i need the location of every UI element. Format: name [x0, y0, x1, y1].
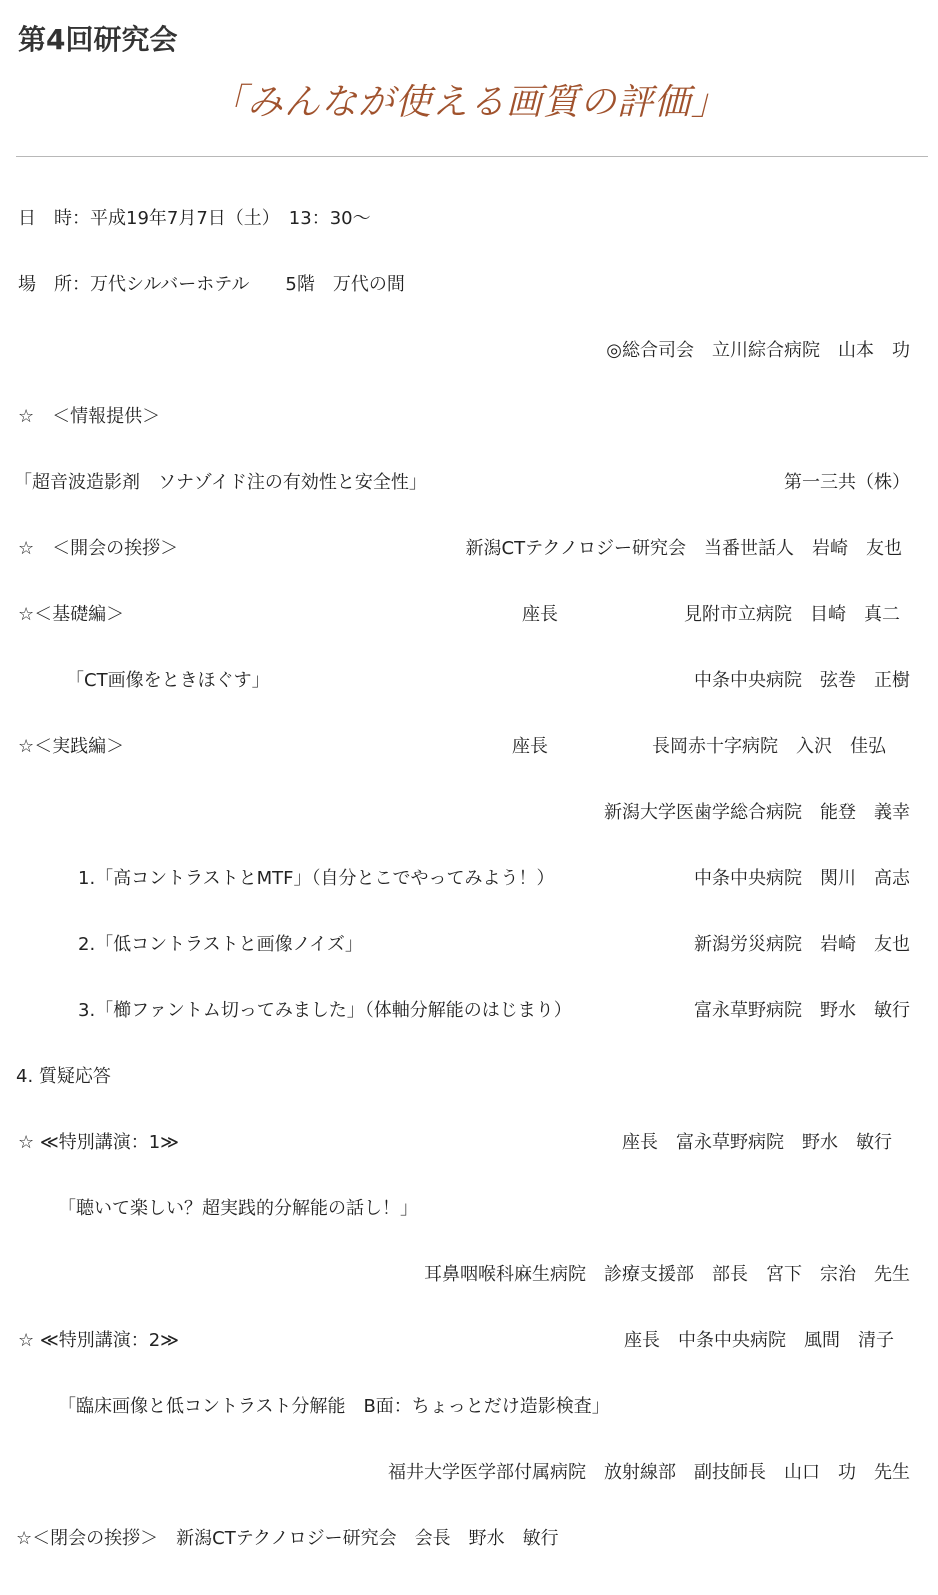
closing-remarks: ☆＜閉会の挨拶＞ 新潟CTテクノロジー研究会 会長 野水 敏行: [16, 1528, 559, 1549]
special-2-chair: 座長 中条中央病院 風間 清子: [624, 1330, 894, 1351]
page-subtitle: 「みんなが使える画質の評価」: [209, 82, 728, 123]
practice-heading: ☆＜実践編＞: [18, 736, 125, 757]
practice-item-3-title: 3.「櫛ファントム切ってみました」（体軸分解能のはじまり）: [78, 1000, 572, 1021]
basic-talk: 「CT画像をときほぐす」: [66, 670, 270, 691]
basic-speaker: 中条中央病院 弦巻 正樹: [694, 670, 910, 691]
practice-chair-1: 長岡赤十字病院 入沢 佳弘: [652, 736, 886, 757]
master-of-ceremonies: ◎総合司会 立川綜合病院 山本 功: [606, 340, 910, 361]
event-venue: 場 所：万代シルバーホテル 5階 万代の間: [18, 274, 405, 295]
special-1-chair: 座長 富永草野病院 野水 敏行: [622, 1132, 892, 1153]
practice-chair-label: 座長: [512, 736, 548, 757]
basic-chair: 見附市立病院 目崎 真二: [684, 604, 900, 625]
basic-chair-label: 座長: [522, 604, 558, 625]
practice-item-2-title: 2.「低コントラストと画像ノイズ」: [78, 934, 363, 955]
special-1-talk: 「聴いて楽しい？超実践的分解能の話し！」: [58, 1198, 418, 1219]
practice-chair-2: 新潟大学医歯学総合病院 能登 義幸: [604, 802, 910, 823]
page-title: 第4回研究会: [18, 23, 178, 56]
info-presenter: 第一三共（株）: [784, 472, 910, 493]
practice-item-1-speaker: 中条中央病院 関川 高志: [694, 868, 910, 889]
special-2-speaker: 福井大学医学部付属病院 放射線部 副技師長 山口 功 先生: [388, 1462, 910, 1483]
practice-item-2-speaker: 新潟労災病院 岩崎 友也: [694, 934, 910, 955]
special-2-heading: ☆ ≪特別講演：2≫: [18, 1330, 179, 1351]
special-1-speaker: 耳鼻咽喉科麻生病院 診療支援部 部長 宮下 宗治 先生: [424, 1264, 910, 1285]
special-1-heading: ☆ ≪特別講演：1≫: [18, 1132, 179, 1153]
basic-heading: ☆＜基礎編＞: [18, 604, 125, 625]
opening-heading: ☆ ＜開会の挨拶＞: [18, 538, 179, 559]
horizontal-divider: [16, 156, 928, 157]
info-heading: ☆ ＜情報提供＞: [18, 406, 161, 427]
practice-qa: 4. 質疑応答: [16, 1066, 111, 1087]
practice-item-1-title: 1.「高コントラストとMTF」（自分とこでやってみよう！）: [78, 868, 555, 889]
info-topic: 「超音波造影剤 ソナゾイド注の有効性と安全性」: [14, 472, 427, 493]
practice-item-3-speaker: 富永草野病院 野水 敏行: [694, 1000, 910, 1021]
opening-speaker: 新潟CTテクノロジー研究会 当番世話人 岩崎 友也: [465, 538, 902, 559]
event-datetime: 日 時：平成19年7月7日（土） 13：30～: [18, 208, 371, 229]
special-2-talk: 「臨床画像と低コントラスト分解能 B面：ちょっとだけ造影検査」: [58, 1396, 610, 1417]
